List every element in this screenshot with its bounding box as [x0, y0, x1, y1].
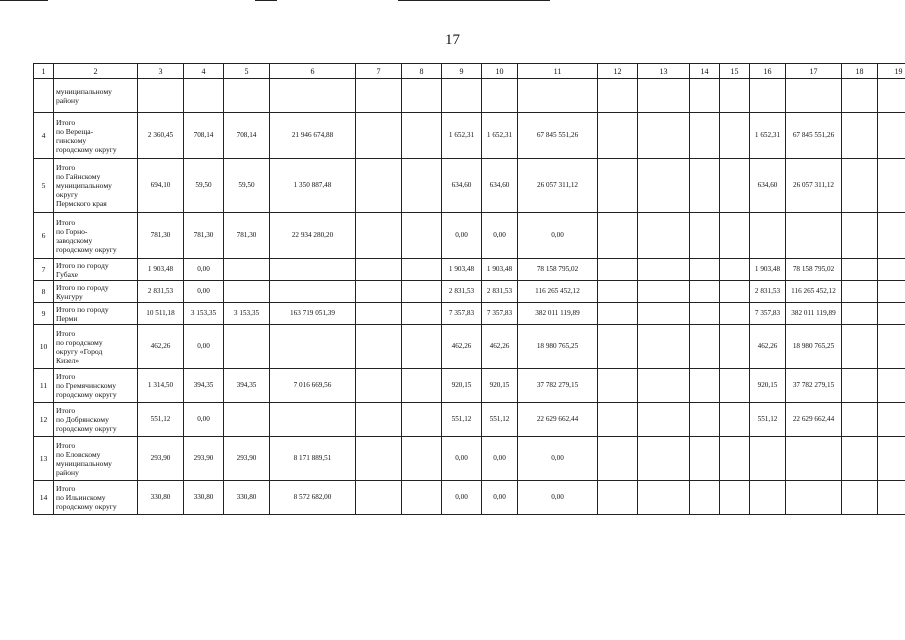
table-cell	[878, 403, 905, 437]
table-cell	[720, 325, 750, 369]
table-cell	[598, 259, 638, 281]
table-cell: 394,35	[224, 369, 270, 403]
table-cell	[638, 369, 690, 403]
table-cell	[638, 281, 690, 303]
table-cell	[224, 281, 270, 303]
table-cell	[184, 79, 224, 113]
table-cell	[750, 481, 786, 515]
column-number: 7	[356, 64, 402, 79]
table-cell: 0,00	[442, 437, 482, 481]
table-cell	[720, 113, 750, 159]
table-cell: 0,00	[442, 481, 482, 515]
table-cell: 18 980 765,25	[786, 325, 842, 369]
table-cell	[402, 369, 442, 403]
table-cell	[878, 437, 905, 481]
table-cell: 3 153,35	[224, 303, 270, 325]
table-cell	[750, 437, 786, 481]
table-cell	[224, 79, 270, 113]
table-cell	[720, 79, 750, 113]
row-number: 4	[34, 113, 54, 159]
table-row	[34, 281, 905, 303]
table-cell: 2 360,45	[138, 113, 184, 159]
table-cell: 634,60	[750, 159, 786, 213]
table-cell	[690, 159, 720, 213]
table-cell: 0,00	[184, 403, 224, 437]
table-cell	[842, 213, 878, 259]
table-cell	[842, 325, 878, 369]
table-cell	[690, 213, 720, 259]
table-row	[34, 303, 905, 325]
row-number: 9	[34, 303, 54, 325]
municipality-name: Итого по Гайнскому муниципальному округу Пермского края	[54, 159, 138, 213]
table-cell	[402, 303, 442, 325]
table-cell	[402, 213, 442, 259]
table-cell	[356, 325, 402, 369]
municipality-name: Итого по Еловскому муниципальному району	[54, 437, 138, 481]
table-row	[34, 325, 905, 369]
municipality-name: Итого по городу Перми	[54, 303, 138, 325]
table-cell	[356, 403, 402, 437]
table-cell	[442, 79, 482, 113]
table-cell	[402, 259, 442, 281]
row-number: 10	[34, 325, 54, 369]
table-cell: 78 158 795,02	[518, 259, 598, 281]
table-cell	[750, 79, 786, 113]
table-cell: 551,12	[750, 403, 786, 437]
table-cell	[356, 259, 402, 281]
table-cell	[842, 281, 878, 303]
table-cell	[842, 79, 878, 113]
table-cell	[224, 259, 270, 281]
table-cell: 920,15	[442, 369, 482, 403]
table-cell	[878, 325, 905, 369]
table-cell: 781,30	[224, 213, 270, 259]
table-cell	[690, 369, 720, 403]
table-cell: 8 171 889,51	[270, 437, 356, 481]
table-cell	[786, 437, 842, 481]
table-cell: 462,26	[138, 325, 184, 369]
table-cell	[878, 159, 905, 213]
row-number: 11	[34, 369, 54, 403]
table-cell	[638, 159, 690, 213]
table-cell	[720, 303, 750, 325]
table-cell	[638, 79, 690, 113]
table-cell	[786, 481, 842, 515]
table-cell: 2 831,53	[138, 281, 184, 303]
table-cell	[598, 159, 638, 213]
table-cell	[842, 113, 878, 159]
table-cell	[598, 369, 638, 403]
table-cell	[598, 303, 638, 325]
table-cell	[720, 159, 750, 213]
table-cell: 78 158 795,02	[786, 259, 842, 281]
table-cell	[356, 213, 402, 259]
table-cell: 1 652,31	[482, 113, 518, 159]
table-cell: 382 011 119,89	[786, 303, 842, 325]
column-number: 11	[518, 64, 598, 79]
municipality-name: Итого по городскому округу «Город Кизел»	[54, 325, 138, 369]
table-cell: 67 845 551,26	[786, 113, 842, 159]
table-cell: 293,90	[184, 437, 224, 481]
table-cell	[878, 303, 905, 325]
municipality-name: муниципальному району	[54, 79, 138, 113]
table-cell	[402, 437, 442, 481]
table-row	[34, 369, 905, 403]
table-cell	[402, 281, 442, 303]
table-cell	[878, 113, 905, 159]
table-row	[34, 403, 905, 437]
table-cell	[720, 259, 750, 281]
table-cell	[356, 303, 402, 325]
table-cell	[842, 259, 878, 281]
column-number: 17	[786, 64, 842, 79]
table-cell	[402, 403, 442, 437]
table-cell	[720, 403, 750, 437]
table-cell: 0,00	[482, 213, 518, 259]
table-cell: 3 153,35	[184, 303, 224, 325]
column-number: 12	[598, 64, 638, 79]
table-cell	[598, 481, 638, 515]
table-row	[34, 437, 905, 481]
table-cell	[690, 259, 720, 281]
table-cell: 1 350 887,48	[270, 159, 356, 213]
table-cell	[786, 213, 842, 259]
table-cell	[598, 437, 638, 481]
table-cell: 0,00	[482, 481, 518, 515]
column-number: 19	[878, 64, 905, 79]
column-number: 16	[750, 64, 786, 79]
table-cell: 0,00	[184, 259, 224, 281]
table-cell: 708,14	[224, 113, 270, 159]
table-cell	[356, 281, 402, 303]
municipality-name: Итого по Горно- заводскому городскому округу	[54, 213, 138, 259]
table-cell: 2 831,53	[482, 281, 518, 303]
table-cell: 330,80	[224, 481, 270, 515]
table-cell: 21 946 674,88	[270, 113, 356, 159]
table-cell	[690, 79, 720, 113]
table-cell: 551,12	[482, 403, 518, 437]
column-number: 10	[482, 64, 518, 79]
row-number: 8	[34, 281, 54, 303]
table-cell: 462,26	[482, 325, 518, 369]
table-row	[34, 113, 905, 159]
table-cell	[638, 113, 690, 159]
data-table	[33, 63, 905, 515]
table-cell: 634,60	[482, 159, 518, 213]
table-cell: 37 782 279,15	[518, 369, 598, 403]
table-cell: 382 011 119,89	[518, 303, 598, 325]
table-cell: 1 652,31	[442, 113, 482, 159]
table-cell	[138, 79, 184, 113]
table-cell	[638, 437, 690, 481]
table-cell	[690, 303, 720, 325]
table-cell	[402, 159, 442, 213]
table-cell	[270, 281, 356, 303]
table-cell	[720, 213, 750, 259]
table-cell	[842, 437, 878, 481]
table-cell	[720, 437, 750, 481]
table-cell	[878, 369, 905, 403]
table-cell: 10 511,18	[138, 303, 184, 325]
top-rule-right	[398, 0, 550, 1]
table-cell: 1 652,31	[750, 113, 786, 159]
table-cell	[690, 113, 720, 159]
table-cell	[638, 481, 690, 515]
table-cell	[224, 403, 270, 437]
table-cell	[690, 481, 720, 515]
table-cell: 26 057 311,12	[518, 159, 598, 213]
table-cell: 26 057 311,12	[786, 159, 842, 213]
table-cell	[638, 403, 690, 437]
table-cell: 462,26	[750, 325, 786, 369]
table-cell	[878, 281, 905, 303]
table-cell: 293,90	[138, 437, 184, 481]
table-cell	[878, 79, 905, 113]
table-cell	[720, 481, 750, 515]
table-cell: 462,26	[442, 325, 482, 369]
table-cell: 0,00	[518, 213, 598, 259]
table-cell	[356, 159, 402, 213]
table-cell: 116 265 452,12	[786, 281, 842, 303]
column-number: 18	[842, 64, 878, 79]
table-cell	[598, 79, 638, 113]
table-cell: 1 903,48	[442, 259, 482, 281]
table-cell: 22 934 280,20	[270, 213, 356, 259]
column-number: 1	[34, 64, 54, 79]
column-number: 6	[270, 64, 356, 79]
column-number: 2	[54, 64, 138, 79]
table-cell: 22 629 662,44	[786, 403, 842, 437]
table-cell: 394,35	[184, 369, 224, 403]
table-cell	[842, 159, 878, 213]
table-row	[34, 159, 905, 213]
table-cell	[690, 281, 720, 303]
table-cell	[356, 481, 402, 515]
table-cell: 7 357,83	[442, 303, 482, 325]
table-cell	[786, 79, 842, 113]
municipality-name: Итого по городу Губахе	[54, 259, 138, 281]
column-number: 5	[224, 64, 270, 79]
table-cell: 67 845 551,26	[518, 113, 598, 159]
top-rule-left	[0, 0, 48, 1]
table-cell: 2 831,53	[750, 281, 786, 303]
table-cell	[638, 325, 690, 369]
table-cell: 1 903,48	[750, 259, 786, 281]
table-cell: 781,30	[138, 213, 184, 259]
table-cell	[878, 481, 905, 515]
table-cell	[270, 403, 356, 437]
table-cell	[402, 481, 442, 515]
table-row	[34, 213, 905, 259]
table-cell: 1 903,48	[138, 259, 184, 281]
table-cell	[598, 281, 638, 303]
table-cell	[690, 325, 720, 369]
table-cell: 2 831,53	[442, 281, 482, 303]
table-cell	[842, 369, 878, 403]
municipality-name: Итого по Ильинскому городскому округу	[54, 481, 138, 515]
table-cell: 116 265 452,12	[518, 281, 598, 303]
table-cell	[270, 259, 356, 281]
table-cell	[402, 113, 442, 159]
table-cell	[842, 303, 878, 325]
table-cell	[750, 213, 786, 259]
table-cell	[598, 403, 638, 437]
table-cell: 0,00	[184, 325, 224, 369]
table-cell	[720, 281, 750, 303]
table-row	[34, 259, 905, 281]
table-cell: 330,80	[138, 481, 184, 515]
table-cell: 22 629 662,44	[518, 403, 598, 437]
table-cell: 0,00	[518, 481, 598, 515]
table-cell: 634,60	[442, 159, 482, 213]
row-number: 7	[34, 259, 54, 281]
table-cell	[638, 259, 690, 281]
column-number: 8	[402, 64, 442, 79]
table-cell: 330,80	[184, 481, 224, 515]
table-cell	[638, 303, 690, 325]
municipality-name: Итого по Гремячинскому городскому округу	[54, 369, 138, 403]
table-cell	[518, 79, 598, 113]
page-number: 17	[445, 32, 460, 48]
table-cell: 551,12	[138, 403, 184, 437]
top-rule-center	[255, 0, 277, 1]
row-number: 12	[34, 403, 54, 437]
table-cell: 7 016 669,56	[270, 369, 356, 403]
table-cell: 37 782 279,15	[786, 369, 842, 403]
municipality-name: Итого по Добрянскому городскому округу	[54, 403, 138, 437]
table-row	[34, 79, 905, 113]
municipality-name: Итого по городу Кунгуру	[54, 281, 138, 303]
table-cell: 0,00	[482, 437, 518, 481]
table-cell: 551,12	[442, 403, 482, 437]
table-cell: 0,00	[184, 281, 224, 303]
table-cell: 920,15	[750, 369, 786, 403]
table-cell	[720, 369, 750, 403]
municipality-name: Итого по Вереща- гинскому городскому округу	[54, 113, 138, 159]
table-cell: 59,50	[224, 159, 270, 213]
table-cell: 18 980 765,25	[518, 325, 598, 369]
column-number: 15	[720, 64, 750, 79]
table-cell	[356, 79, 402, 113]
table-cell	[598, 213, 638, 259]
table-cell: 1 903,48	[482, 259, 518, 281]
table-cell: 8 572 682,00	[270, 481, 356, 515]
table-cell	[690, 403, 720, 437]
table-cell: 163 719 051,39	[270, 303, 356, 325]
column-number: 13	[638, 64, 690, 79]
row-number: 5	[34, 159, 54, 213]
column-number: 4	[184, 64, 224, 79]
table-cell	[270, 79, 356, 113]
row-number	[34, 79, 54, 113]
table-cell	[598, 113, 638, 159]
table-cell	[842, 481, 878, 515]
table-cell: 0,00	[518, 437, 598, 481]
table-cell	[224, 325, 270, 369]
table-cell	[878, 213, 905, 259]
table-cell	[878, 259, 905, 281]
table-cell	[402, 325, 442, 369]
table-cell: 7 357,83	[482, 303, 518, 325]
column-number: 9	[442, 64, 482, 79]
column-number: 3	[138, 64, 184, 79]
table-cell	[638, 213, 690, 259]
table-cell	[598, 325, 638, 369]
table-cell: 781,30	[184, 213, 224, 259]
table-cell	[356, 369, 402, 403]
table-cell: 0,00	[442, 213, 482, 259]
table-row	[34, 481, 905, 515]
table-cell	[690, 437, 720, 481]
table-cell	[356, 113, 402, 159]
table-cell: 708,14	[184, 113, 224, 159]
table-cell	[402, 79, 442, 113]
table-cell: 59,50	[184, 159, 224, 213]
row-number: 6	[34, 213, 54, 259]
table-cell: 694,10	[138, 159, 184, 213]
row-number: 14	[34, 481, 54, 515]
column-number: 14	[690, 64, 720, 79]
table-cell: 1 314,50	[138, 369, 184, 403]
table-cell	[270, 325, 356, 369]
table-cell: 7 357,83	[750, 303, 786, 325]
column-number-row	[34, 64, 905, 79]
table-cell: 920,15	[482, 369, 518, 403]
table-cell	[482, 79, 518, 113]
table-cell: 293,90	[224, 437, 270, 481]
table-cell	[842, 403, 878, 437]
table-cell	[356, 437, 402, 481]
row-number: 13	[34, 437, 54, 481]
